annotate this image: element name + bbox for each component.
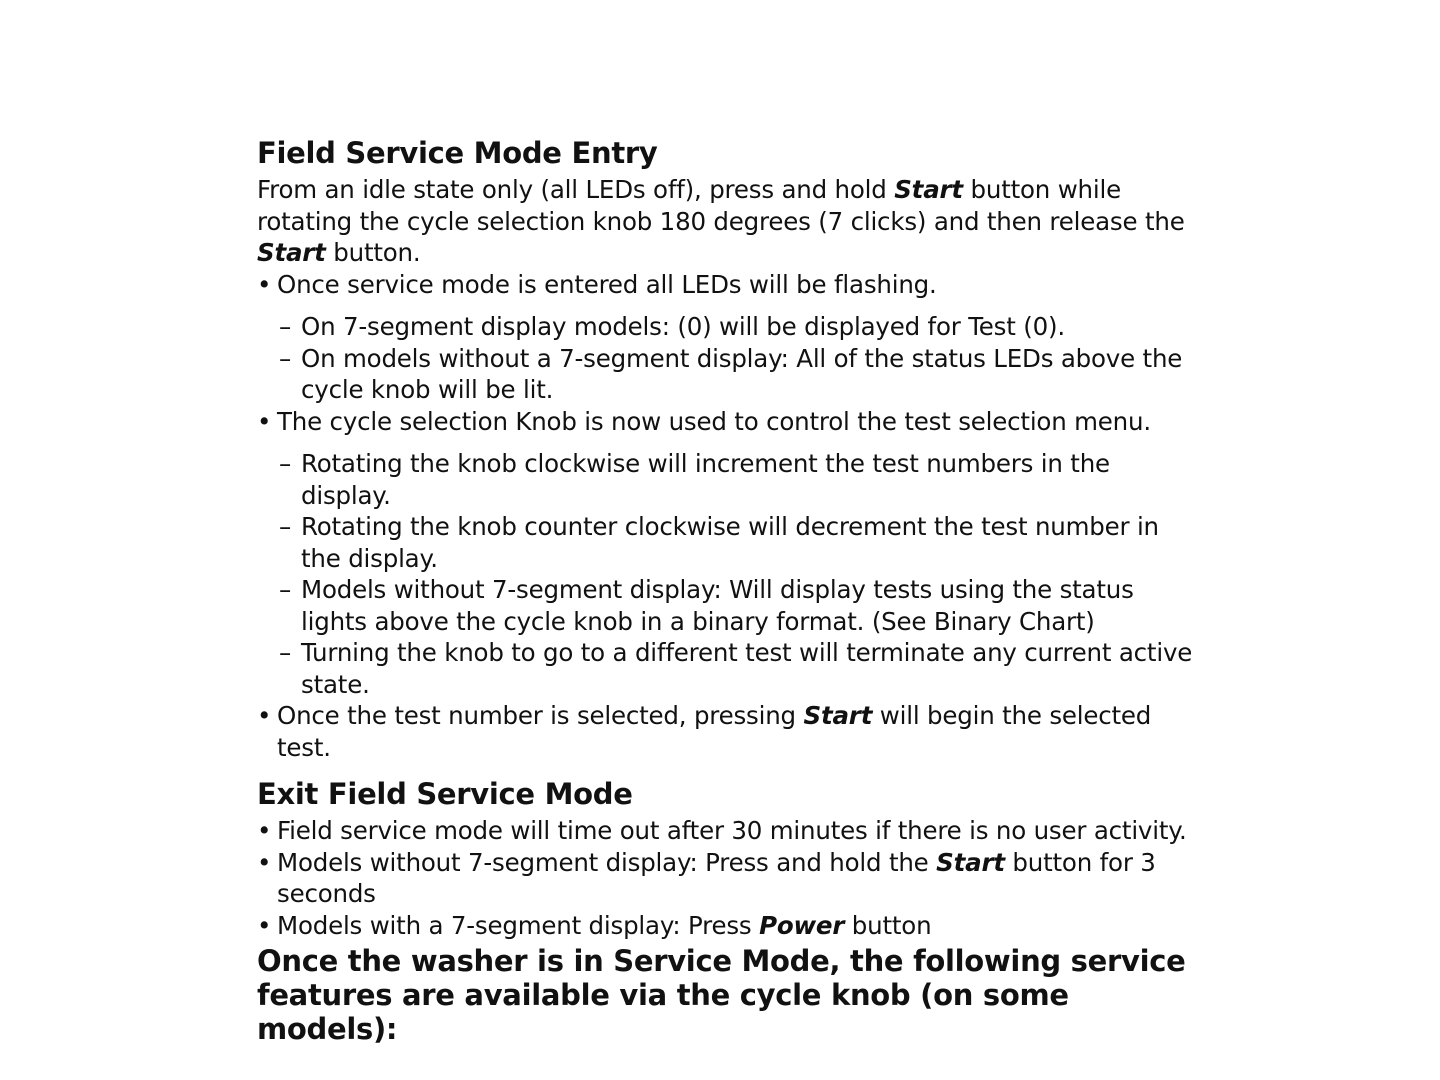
- dash-mark: –: [279, 512, 292, 541]
- start-term: Start: [894, 175, 963, 204]
- power-term: Power: [759, 910, 845, 940]
- intro-text-3: button.: [325, 238, 421, 267]
- sub-item-text: Models without 7-segment display: Will display tests using the status lights above the cycle knob in a binary format. (See Binary Chart): [301, 575, 1134, 636]
- bullet-mark: •: [257, 701, 272, 730]
- bullet-text-part: Once the test number is selected, pressing: [277, 701, 804, 730]
- dash-mark: –: [279, 575, 292, 604]
- bullet-text: [277, 847, 1197, 910]
- bullet-mark: •: [257, 910, 272, 940]
- sub-item: [257, 511, 1197, 574]
- sub-item-text: Turning the knob to go to a different test will terminate any current active state.: [301, 638, 1193, 699]
- dash-mark: –: [279, 449, 292, 478]
- intro-text-1: From an idle state only (all LEDs off), press and hold: [257, 175, 895, 204]
- bullet-text: Once service mode is entered all LEDs will be flashing.: [277, 269, 937, 299]
- entry-bullet-2: [257, 406, 1197, 438]
- closing-statement: Once the washer is in Service Mode, the following service features are available via the cycle knob (on some models):: [257, 944, 1186, 1046]
- dash-mark: –: [279, 638, 292, 667]
- exit-bullet-1: [257, 815, 1197, 847]
- field-service-mode-entry-heading: Field Service Mode Entry: [257, 136, 658, 170]
- start-term: Start: [803, 701, 873, 730]
- bullet-mark: •: [257, 406, 272, 436]
- entry-bullet-1: [257, 269, 1197, 301]
- dash-mark: –: [279, 312, 292, 341]
- bullet-text: The cycle selection Knob is now used to control the test selection menu.: [277, 406, 1151, 436]
- sub-item: [257, 574, 1197, 637]
- start-term: Start: [257, 238, 326, 267]
- sub-item-text: Rotating the knob counter clockwise will decrement the test number in the display.: [301, 512, 1159, 573]
- entry-bullet-2-sublist: [257, 448, 1197, 700]
- exit-bullet-3: [257, 910, 1197, 942]
- sub-item: [257, 448, 1197, 511]
- sub-item: [257, 311, 1197, 343]
- bullet-text-part: Models without 7-segment display: Press and hold the: [277, 847, 937, 877]
- bullet-text: Field service mode will time out after 30 minutes if there is no user activity.: [277, 816, 1187, 845]
- bullet-text-part: will begin the selected test.: [277, 701, 1152, 762]
- intro-text-2: button while rotating the cycle selection knob 180 degrees (7 clicks) and then release the: [257, 175, 1185, 236]
- bullet-mark: •: [257, 847, 272, 877]
- bullet-mark: •: [257, 816, 272, 845]
- entry-bullet-1-sublist: [257, 311, 1197, 406]
- bullet-text: [277, 910, 931, 942]
- service-mode-document: [257, 132, 1197, 1046]
- bullet-text-part: button: [844, 910, 932, 940]
- sub-item: [257, 637, 1197, 700]
- sub-item-text: On models without a 7-segment display: All of the status LEDs above the cycle knob will be lit.: [301, 343, 1183, 404]
- bullet-text: [277, 700, 1197, 763]
- bullet-text-part: Models with a 7-segment display: Press: [277, 910, 760, 940]
- dash-mark: –: [279, 343, 292, 373]
- bullet-text-part: button for 3 seconds: [277, 847, 1156, 908]
- bullet-mark: •: [257, 269, 272, 299]
- entry-intro-paragraph: [257, 174, 1197, 269]
- sub-item-text: On 7-segment display models: (0) will be displayed for Test (0).: [301, 312, 1065, 341]
- sub-item: [257, 343, 1197, 406]
- exit-bullet-2: [257, 847, 1197, 910]
- entry-bullet-3: [257, 700, 1197, 763]
- sub-item-text: Rotating the knob clockwise will increment the test numbers in the display.: [301, 449, 1110, 510]
- exit-field-service-mode-heading: Exit Field Service Mode: [257, 777, 633, 811]
- start-term: Start: [936, 847, 1005, 877]
